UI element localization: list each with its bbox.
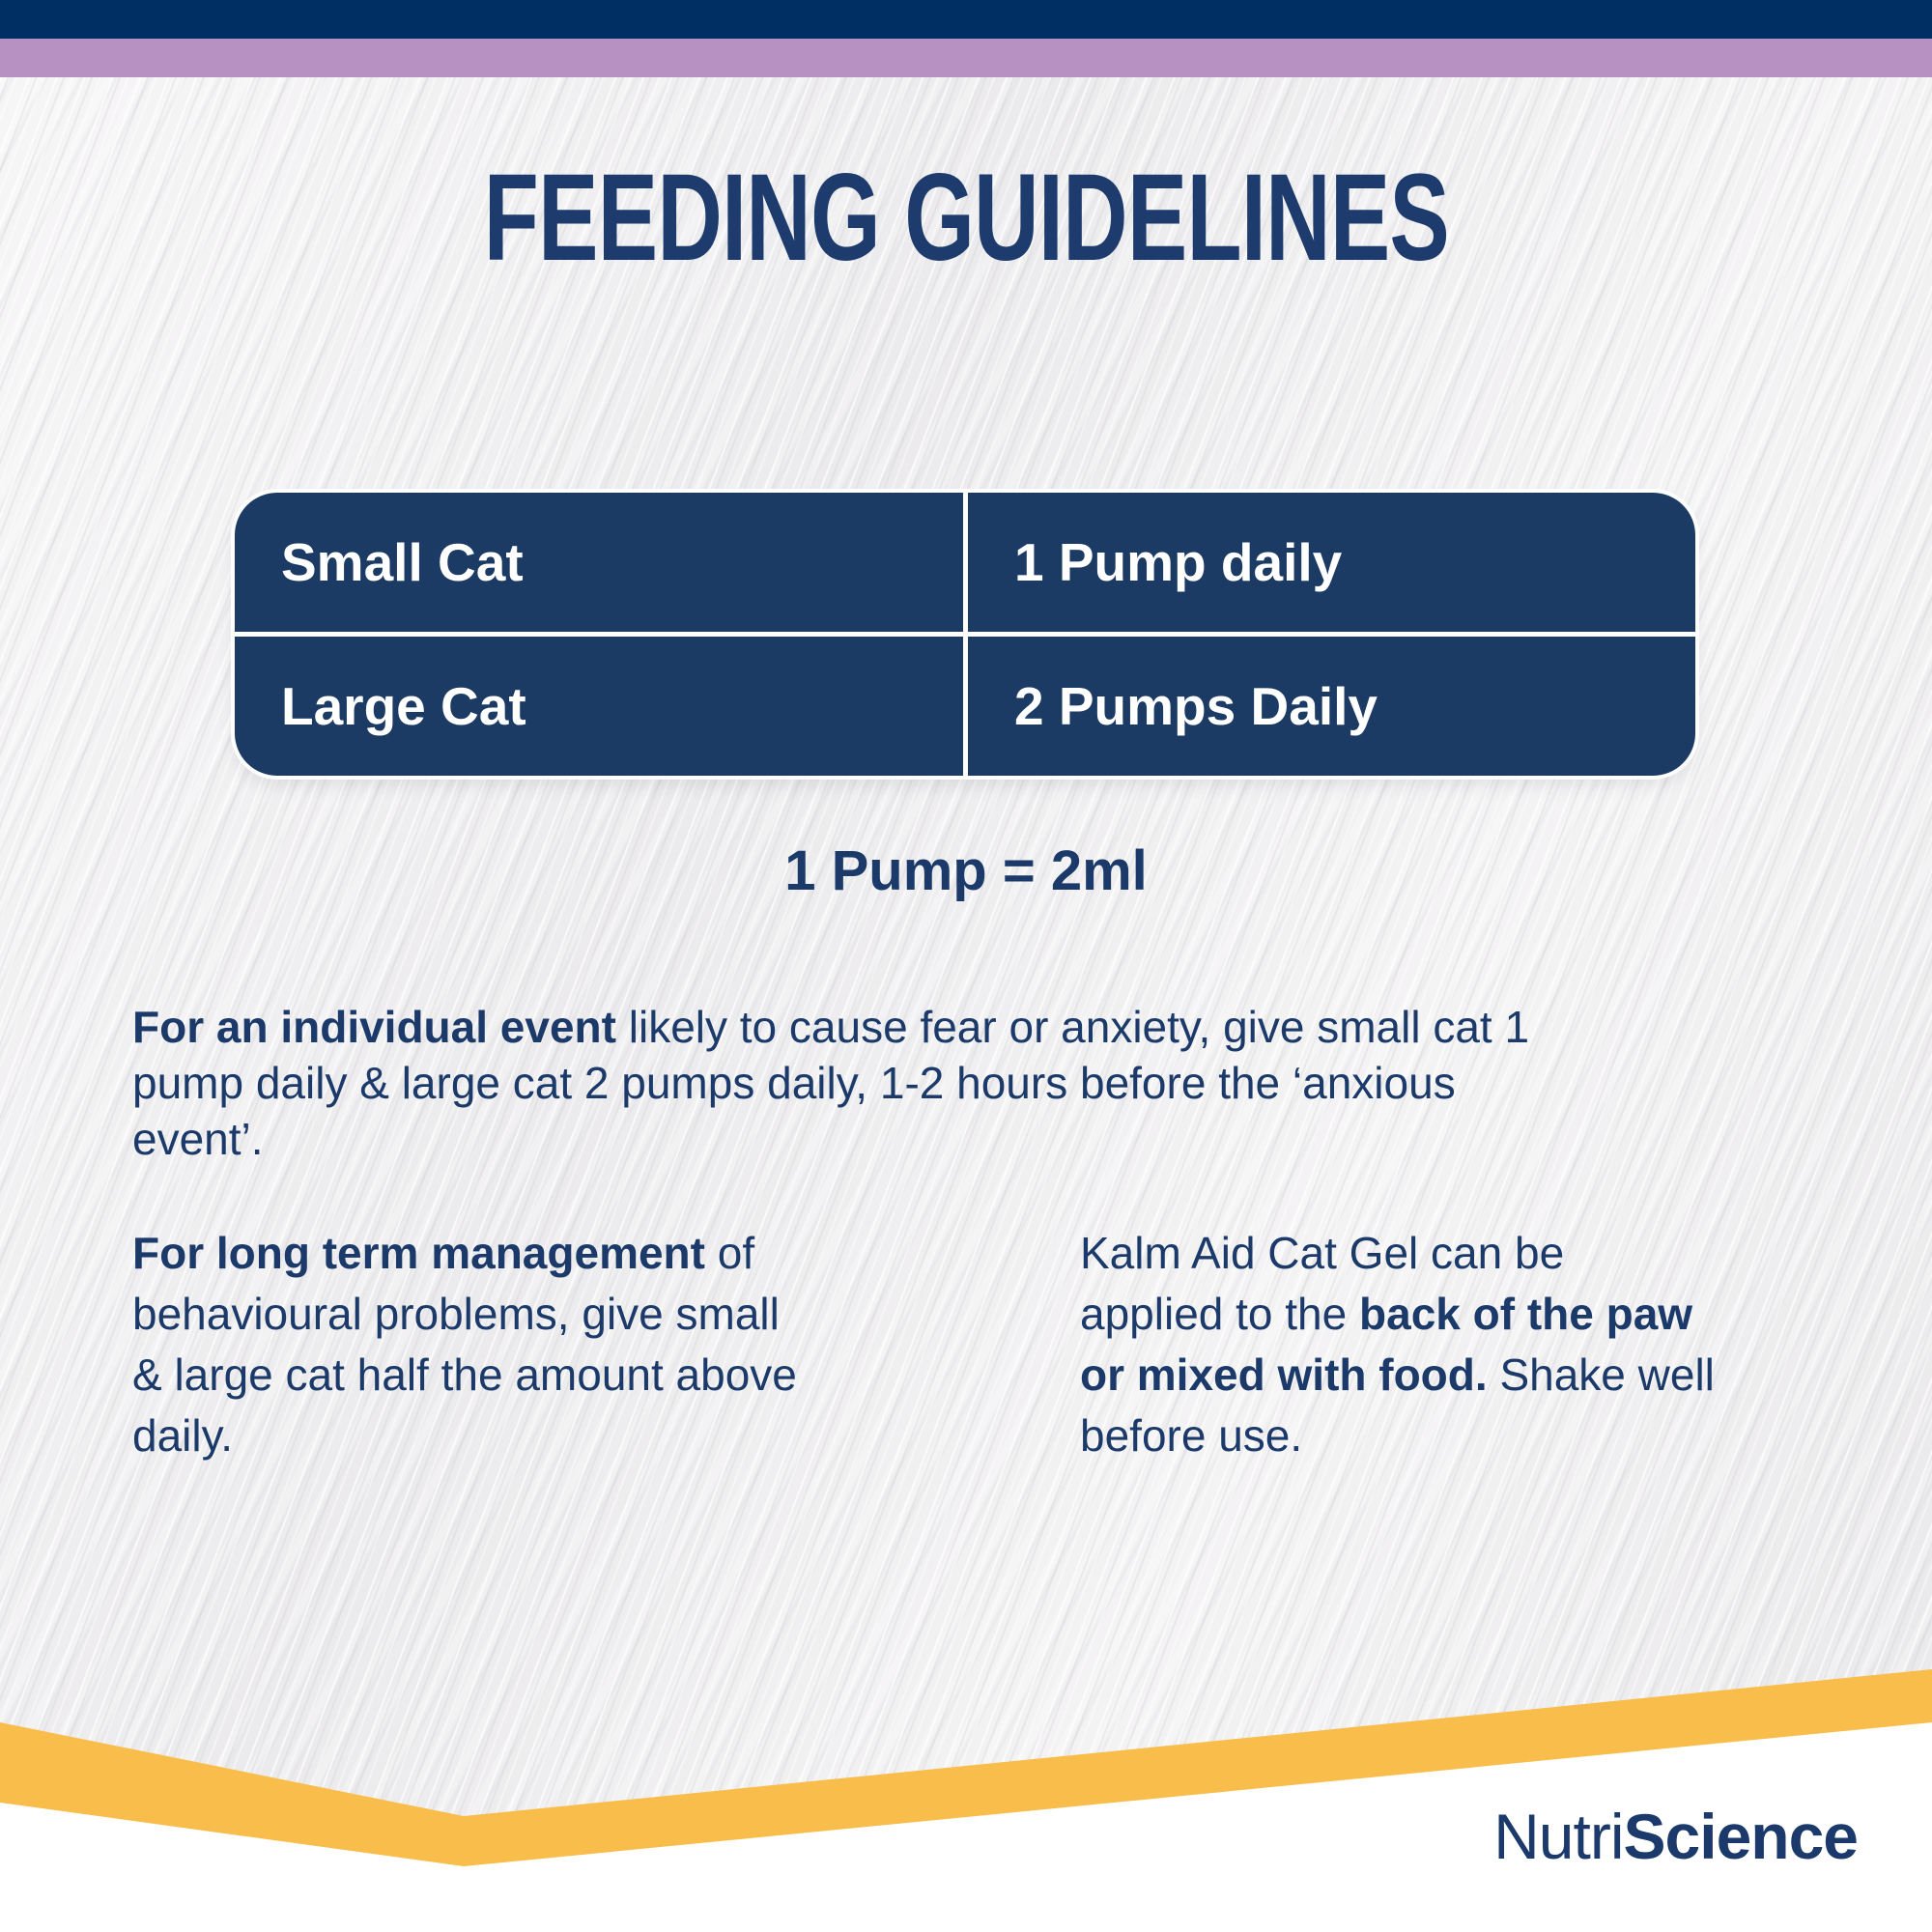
text-line xyxy=(1080,1223,1715,1284)
paragraph-long-term-management xyxy=(132,1223,797,1466)
text-line xyxy=(1080,1284,1715,1345)
text-run: of xyxy=(704,1228,755,1278)
table-cell-small-cat-label: Small Cat xyxy=(235,493,963,632)
text-line xyxy=(132,1284,797,1345)
text-run-bold: For an individual event xyxy=(132,1002,616,1052)
text-line xyxy=(1080,1345,1715,1406)
text-line xyxy=(132,1406,797,1466)
text-run-bold: back of the paw xyxy=(1359,1289,1693,1339)
text-run: Shake well xyxy=(1487,1350,1715,1400)
paragraph-individual-event xyxy=(132,999,1529,1167)
brushed-background-panel xyxy=(0,77,1932,1816)
table-cell-large-cat-dose: 2 Pumps Daily xyxy=(968,637,1695,776)
text-run-bold: or mixed with food. xyxy=(1080,1350,1488,1400)
nutriscience-logo xyxy=(1493,1801,1858,1872)
text-run: daily. xyxy=(132,1410,233,1461)
text-run: applied to the xyxy=(1080,1289,1360,1339)
text-run: likely to cause fear or anxiety, give small cat 1 xyxy=(615,1002,1530,1052)
text-run: Nutri xyxy=(1493,1801,1624,1872)
text-line xyxy=(132,1055,1529,1111)
text-run: behavioural problems, give small xyxy=(132,1289,780,1339)
text-line xyxy=(132,999,1529,1055)
top-navy-bar xyxy=(0,0,1932,39)
purple-accent-bar xyxy=(0,39,1932,77)
table-cell-small-cat-dose: 1 Pump daily xyxy=(968,493,1695,632)
text-line xyxy=(1080,1406,1715,1466)
text-line xyxy=(132,1223,797,1284)
page-title-text: FEEDING GUIDELINES xyxy=(483,149,1449,287)
text-line xyxy=(132,1111,1529,1167)
text-line xyxy=(132,1345,797,1406)
text-run: before use. xyxy=(1080,1410,1303,1461)
pump-equivalence-note: 1 Pump = 2ml xyxy=(784,839,1148,902)
text-run: pump daily & large cat 2 pumps daily, 1-2 hours before the ‘anxious xyxy=(132,1058,1456,1108)
page-title xyxy=(0,149,1932,287)
text-run-bold: For long term management xyxy=(132,1228,705,1278)
table-cell-large-cat-label: Large Cat xyxy=(235,637,963,776)
text-run: & large cat half the amount above xyxy=(132,1350,797,1400)
text-run: event’. xyxy=(132,1114,264,1164)
feeding-table xyxy=(235,493,1695,776)
paragraph-application-instructions xyxy=(1080,1223,1715,1466)
text-run-bold: Science xyxy=(1623,1801,1858,1872)
text-run: Kalm Aid Cat Gel can be xyxy=(1080,1228,1565,1278)
